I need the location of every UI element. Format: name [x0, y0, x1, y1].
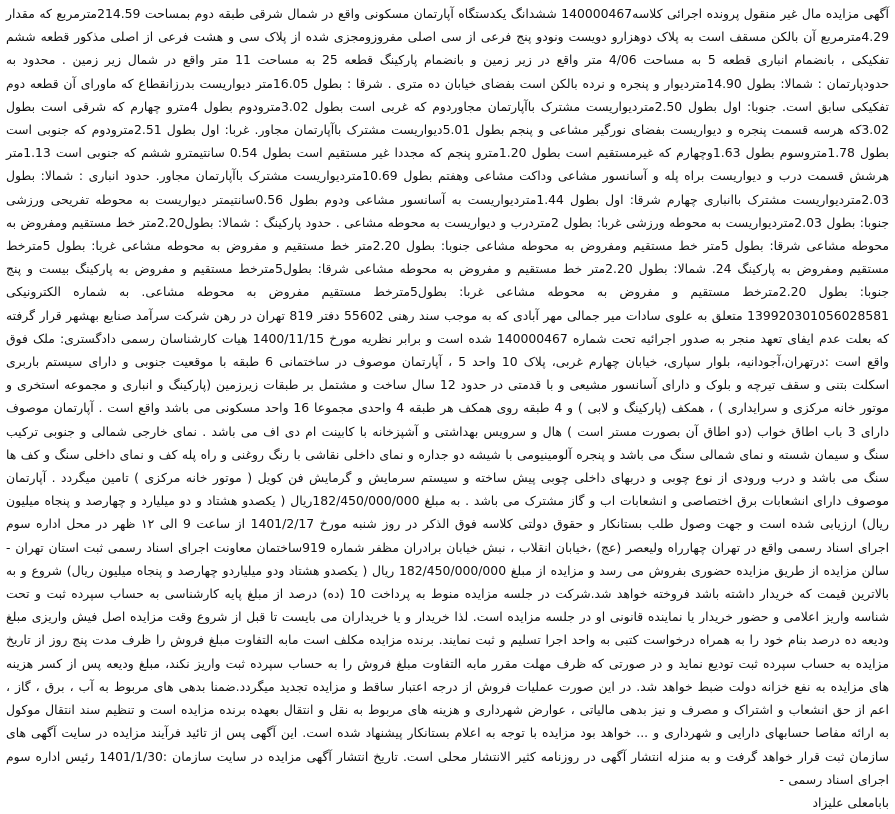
auction-notice-text: آگهی مزایده مال غیر منقول پرونده اجرائی کلاسه140000467 ششدانگ یکدستگاه آپارتمان مسکونی واقع در شمال شرقی طبقه دوم بمساحت 214.59مترمربع که مقدار 4.29مترمربع آن بالکن مسقف است به پلاک دوهزارو دویست ونودو پنج فرعی از سی اصلی مفروزومجزی شده از پلاک سی و هشت فرعی از اصلی مذکور قطعه ششم تفکیکی ، بانضمام انباری قطعه 5 به مساحت 4/06 متر واقع در زیر زمین و بانضمام پارکینگ قطعه 25 به مساحت 11 متر واقع در شمال زیر زمین . محدود به حدودپارتمان : شمالا: بطول 14.90متردیوار و پنجره و نرده بالکن است بفضای خیابان ده متری . شرقا : بطول 16.05متر دیواریست بدرزانقطاع که ماورای آن قطعه دوم تفکیکی سابق است. جنوبا: اول بطول 2.50متردیواریست مشترک باآپارتمان مجاوردوم که غربی است بطول 3.02مترودوم بطول 4مترو چهارم که شرقی است بطول 3.02که هرسه قسمت پنجره و دیواریست بفضای نورگیر مشاعی و پنجم بطول 5.01دیواریست مشترک باآپارتمان مجاور. غربا: اول بطول 2.51مترودوم که جنوبی است بطول 1.78متروسوم بطول 1.63وچهارم که غیرمستقیم است بطول 1.20مترو پنجم که مجددا غیر مستقیم است بطول 0.54 سانتیمترو ششم که جنوبی است 1.13متر هرشش قسمت درب و دیواریست براه پله و آسانسور مشاعی وداکت مشاعی وهفتم بطول 10.69متردیواریست مشترک باآپارتمان مجاور. حدود انباری : شمالا: بطول 2.03متردیواریست مشترک باانباری چهارم شرقا: اول بطول 1.44متردیواریست به آسانسور مشاعی ودوم بطول 0.56سانتیمتر دیواریست به محوطه تفریحی ورزشی جنوبا: بطول 2.03متردیواریست به محوطه ورزشی غربا: بطول 2متردرب و دیواریست به محوطه مشاعی . حدود پارکینگ : شمالا: بطول2.20متر خط مستقیم ومفروض به محوطه مشاعی شرقا: بطول 5متر خط مستقیم ومفروض به محوطه مشاعی جنوبا: بطول 2.20متر خط مستقیم و مفروض به محوطه مشاعی غربا: بطول 5مترخط مستقیم ومفروض به پارکینگ 24. شمالا: بطول 2.20متر خط مستقیم و مفروض به محوطه مشاعی شرقا: بطول5مترخط مستقیم و مفروض به پارکینگ بیست و پنج جنوبا: بطول 2.20مترخط مستقیم و مفروض به محوطه مشاعی غربا: بطول5مترخط مستقیم مفروض به محوطه مشاعی. به شماره الکترونیکی 139920301056028581 متعلق به علوی سادات میر جمالی مهر آبادی که به موجب سند رهنی 55602 دفتر 819 تهران در رهن شرکت سرآمد صنایع بهشهر قرار گرفته که بعلت عدم ایفای تعهد منجر به صدور اجرائیه تحت شماره 140000467 شده است و برابر نظریه مورخ 1400/11/15 هیات کارشناسان رسمی دادگستری: ملک فوق واقع است :درتهران،آجودانیه، بلوار سپاری، خیابان چهارم غربی، پلاک 10 واحد 5 ، آپارتمان موصوف در ساختمانی 6 طبقه با موقعیت جنوبی و دارای سیستم باربری اسکلت بتنی و سقف تیرچه و بلوک و دارای آسانسور مشیعی و با قدمتی در حدود 12 سال ساخت و مشتمل بر طبقات زیرزمین (پارکینگ و انباری و مجموعه استخری و موتور خانه مرکزی و سرایداری ) ، همکف (پارکینگ و لابی ) و 4 طبقه روی همکف هر طبقه 4 واحدی مجموعا 16 واحد مسکونی می باشد واقع است . آپارتمان موصوف دارای 3 باب اطاق خواب (دو اطاق آن بصورت مستر است ) هال و سرویس بهداشتی و آشپزخانه با کابینت ام دی اف می باشد . نمای خارجی شمالی و جنوبی ترکیب سنگ و سیمان شسته و نمای شمالی سنگ می باشد و پنجره آلومینیومی با شیشه دو جداره و نمای داخلی نقاشی با رنگ روغنی و راه پله کف و نمای داخلی سنگ و کف ها سنگ می باشد و درب ورودی از نوع چوبی و دربهای داخلی چوبی پیش ساخته و سیستم سرمایش و گرمایش فن کویل ( موتور خانه مرکزی ) تامین میگردد . آپارتمان موصوف دارای انشعابات برق اختصاصی و انشعابات اب و گاز مشترک می باشد . به مبلغ 182/450/000/000ریال ( یکصدو هشتاد و دو میلیارد و چهارصد و پنجاه میلیون ریال) ارزیابی شده است و جهت وصول طلب بستانکار و حقوق دولتی کلاسه فوق الذکر در روز شنبه مورخ 1401/2/17 از ساعت 9 الی ۱۲ ظهر در محل اداره سوم اجرای اسناد رسمی واقع در تهران چهارراه ولیعصر (عج) ،خیابان انقلاب ، نبش خیابان برادران مظفر شماره 919ساختمان معاونت اجرای اسناد رسمی ثبت استان تهران - سالن مزایده از طریق مزایده حضوری بفروش می رسد و مزایده از مبلغ 182/450/000/000 ریال ( یکصدو هشتاد ودو میلیاردو چهارصد و پنجاه میلیون ریال) شروع و به بالاترین قیمت که خریدار داشته باشد فروخته خواهد شد.شرکت در جلسه مزایده منوط به پرداخت 10 (ده) درصد از مبلغ پایه کارشناسی به حساب سپرده ثبت و تحت شناسه واریز اعلامی و حضور خریدار یا نماینده قانونی او در جلسه مزایده است. لذا خریدار و یا خریداران می بایست تا قبل از شروع وقت مزایده اصل فیش واریزی مبلغ ودیعه ده درصد بنام خود را به همراه درخواست کتبی به واحد اجرا تسلیم و ثبت نمایند. برنده مزایده مکلف است مابه التفاوت مبلغ فروش را ظرف مدت پنج روز از تاریخ مزایده به حساب سپرده ثبت تودیع نماید و در صورتی که ظرف مهلت مقرر مابه التفاوت مبلغ فروش را به حساب سپرده ثبت واریز نکند، مبلغ ودیعه پس از کسر هزینه های مزایده به نفع خزانه دولت ضبط خواهد شد. در این صورت عملیات فروش از درجه اعتبار ساقط و مزایده تجدید میگردد.ضمنا بدهی های مربوط به آب ، برق ، گاز ، اعم از حق انشعاب و اشتراک و مصرف و نیز بدهی مالیاتی ، عوارض شهرداری و هزینه های مربوط به نقل و انتقال بعهده برنده مزایده است و تنظیم سند انتقال موکول به ارائه مفاصا حسابهای دارایی و شهرداری و ... خواهد بود مزایده با توجه به اعلام بستانکار پیشنهاد شده است. این آگهی پس از تائید فرآیند مزایده در سایت آگهی های سازمان ثبت قرار خواهد گرفت و به منزله انتشار آگهی در روزنامه کثیر الانتشار محلی است. تاریخ انتشار آگهی مزایده در سایت سازمان :1401/1/30 رئیس اداره سوم اجرای اسناد رسمی -	[6, 6, 890, 787]
signature-line: بابامعلی علیزاد	[812, 794, 889, 810]
